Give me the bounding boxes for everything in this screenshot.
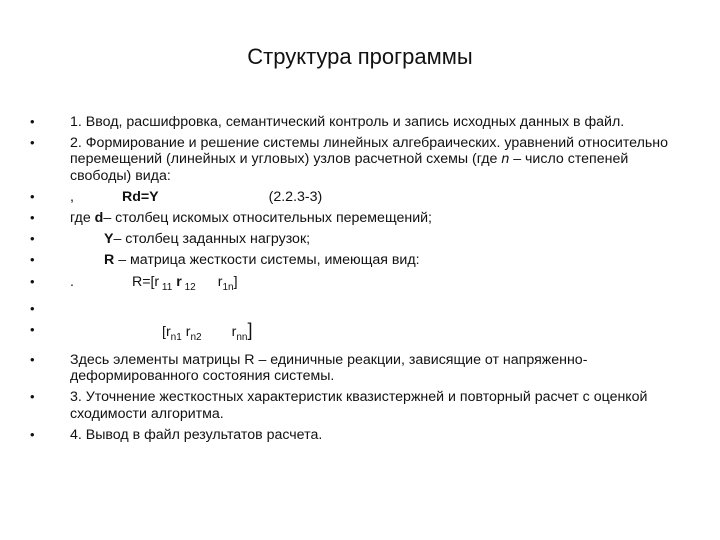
bullet-icon: • [30,321,35,337]
item-text: R [104,252,115,269]
item-text: 1. Ввод, расшифровка, семантический контроль и запись исходных данных в файл. [70,114,625,130]
bullet-icon: • [30,389,35,405]
subscript: 1n [222,281,234,293]
matrix-element: r [181,323,191,340]
bullet-list [28,114,688,448]
item-text: , [70,188,74,205]
item-text: – столбец заданных нагрузок; [113,231,311,248]
item-text: 2. Формирование и решение системы линейных алгебраических. уравнений относительно перемещений (линейных и угловых) узлов расчетной схемы (где [70,135,668,168]
list-item [28,210,688,226]
bullet-icon: • [30,426,35,442]
list-item [28,252,688,268]
item-text: 3. Уточнение жесткостных характеристик квазистержней и повторный расчет с оценкой сходимости алгоритма. [70,389,648,422]
bullet-icon: • [30,300,35,316]
item-text: Здесь элементы матрицы R – единичные реакции, зависящие от напряженно-деформированного состояния системы. [70,351,588,385]
list-item [28,114,688,130]
item-text: где [70,210,95,227]
item-text: 4. Вывод в файл результатов расчета. [70,426,323,443]
bullet-icon: • [30,135,35,151]
list-item [28,319,688,346]
list-item [28,301,688,317]
list-item [28,231,688,247]
equation-number: (2.2.3-3) [268,188,323,205]
bullet-icon: • [30,252,35,268]
slide-title: Структура программы [247,44,473,69]
list-item [28,274,688,296]
bullet-icon: • [30,273,35,289]
item-text: – матрица жесткости системы, имеющая вид: [114,252,420,269]
matrix-row: [r [162,323,171,340]
item-text: n [501,151,510,168]
item-text: Y [104,231,114,248]
matrix-element: r [231,323,237,340]
bullet-icon: • [30,210,35,226]
item-text: – столбец искомых относительных перемещений; [103,210,432,227]
list-item [28,352,688,384]
subscript: 12 [181,281,196,293]
subscript: n1 [170,331,182,343]
bullet-icon: • [30,114,35,129]
subscript: n2 [190,331,202,343]
matrix-bracket: ] [233,273,238,290]
matrix-element: r [217,273,223,290]
list-item [28,189,688,205]
list-item [28,135,688,184]
list-item [28,389,688,421]
item-text: d [94,210,104,227]
subscript: nn [236,331,248,343]
bullet-icon: • [30,351,35,367]
item-text: – число степеней свободы) вида: [70,151,629,184]
matrix-bracket: ] [247,319,253,340]
subscript: 11 [159,281,173,293]
bullet-icon: • [30,188,35,204]
item-text: . [70,273,74,290]
list-item [28,427,688,443]
matrix-element: r [172,273,182,290]
equation: Rd=Y [121,188,159,205]
bullet-icon: • [30,231,35,247]
matrix-row: R=[r [131,273,160,290]
